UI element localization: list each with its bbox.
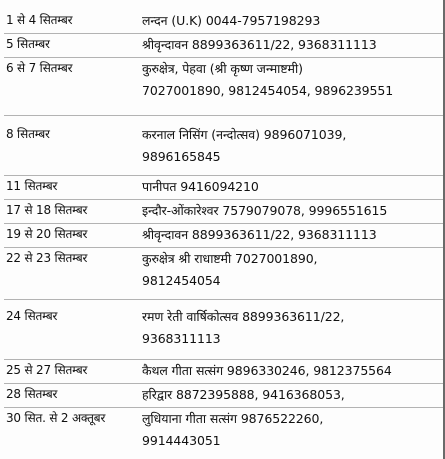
row-date: 11 सितम्बर (6, 179, 58, 193)
row-detail-line: लन्दन (U.K) 0044-7957198293 (142, 13, 321, 28)
row-date: 5 सितम्बर (6, 37, 50, 51)
row-date: 30 सित. से 2 अक्तूबर (6, 411, 106, 425)
row-details (142, 34, 445, 57)
row-detail-line: 7027001890, 9812454054, 9896239551 (142, 83, 394, 98)
row-detail-line: श्रीवृन्दावन 8899363611/22, 9368311113 (142, 37, 377, 52)
schedule-row (4, 6, 445, 34)
row-details (142, 176, 445, 199)
schedule-row (4, 248, 445, 300)
row-detail-line: कुरुक्षेत्र श्री राधाष्टमी 7027001890, (142, 251, 318, 266)
row-date: 8 सितम्बर (6, 127, 50, 141)
row-detail-line: करनाल निसिंग (नन्दोत्सव) 9896071039, (142, 127, 347, 142)
row-details (142, 248, 445, 299)
row-details (142, 360, 445, 383)
row-date: 25 से 27 सितम्बर (6, 363, 88, 377)
row-details (142, 6, 445, 33)
row-details (142, 384, 445, 407)
row-detail-line: हरिद्वार 8872395888, 9416368053, (142, 387, 345, 402)
row-date: 28 सितम्बर (6, 387, 58, 401)
row-detail-line: रमण रेती वार्षिकोत्सव 8899363611/22, (142, 309, 345, 324)
row-detail-line: 9368311113 (142, 331, 221, 346)
schedule-row (4, 58, 445, 116)
schedule-row (4, 224, 445, 248)
row-detail-line: 9914443051 (142, 433, 221, 448)
row-date: 19 से 20 सितम्बर (6, 227, 88, 241)
row-detail-line: कैथल गीता सत्संग 9896330246, 9812375564 (142, 363, 392, 378)
row-detail-line: पानीपत 9416094210 (142, 179, 259, 194)
row-detail-line: 9812454054 (142, 273, 221, 288)
row-details (142, 116, 445, 175)
schedule-row (4, 300, 445, 360)
row-detail-line: इन्दौर-ओंकारेश्वर 7579079078, 9996551615 (142, 203, 388, 218)
row-date: 22 से 23 सितम्बर (6, 251, 88, 265)
row-details (142, 224, 445, 247)
row-detail-line: 9896165845 (142, 149, 221, 164)
schedule-row (4, 176, 445, 200)
schedule-row (4, 200, 445, 224)
row-details (142, 300, 445, 359)
row-date: 24 सितम्बर (6, 309, 58, 323)
row-details (142, 58, 445, 115)
row-date: 1 से 4 सितम्बर (6, 13, 73, 27)
row-date: 17 से 18 सितम्बर (6, 203, 88, 217)
schedule-row (4, 360, 445, 384)
schedule-row (4, 384, 445, 408)
row-date: 6 से 7 सितम्बर (6, 61, 73, 75)
schedule-row (4, 408, 445, 454)
row-details (142, 200, 445, 223)
schedule-row (4, 34, 445, 58)
row-detail-line: लुधियाना गीता सत्संग 9876522260, (142, 411, 324, 426)
row-detail-line: कुरुक्षेत्र, पेहवा (श्री कृष्ण जन्माष्टमी) (142, 61, 303, 76)
schedule-row (4, 116, 445, 176)
row-details (142, 408, 445, 454)
row-detail-line: श्रीवृन्दावन 8899363611/22, 9368311113 (142, 227, 377, 242)
